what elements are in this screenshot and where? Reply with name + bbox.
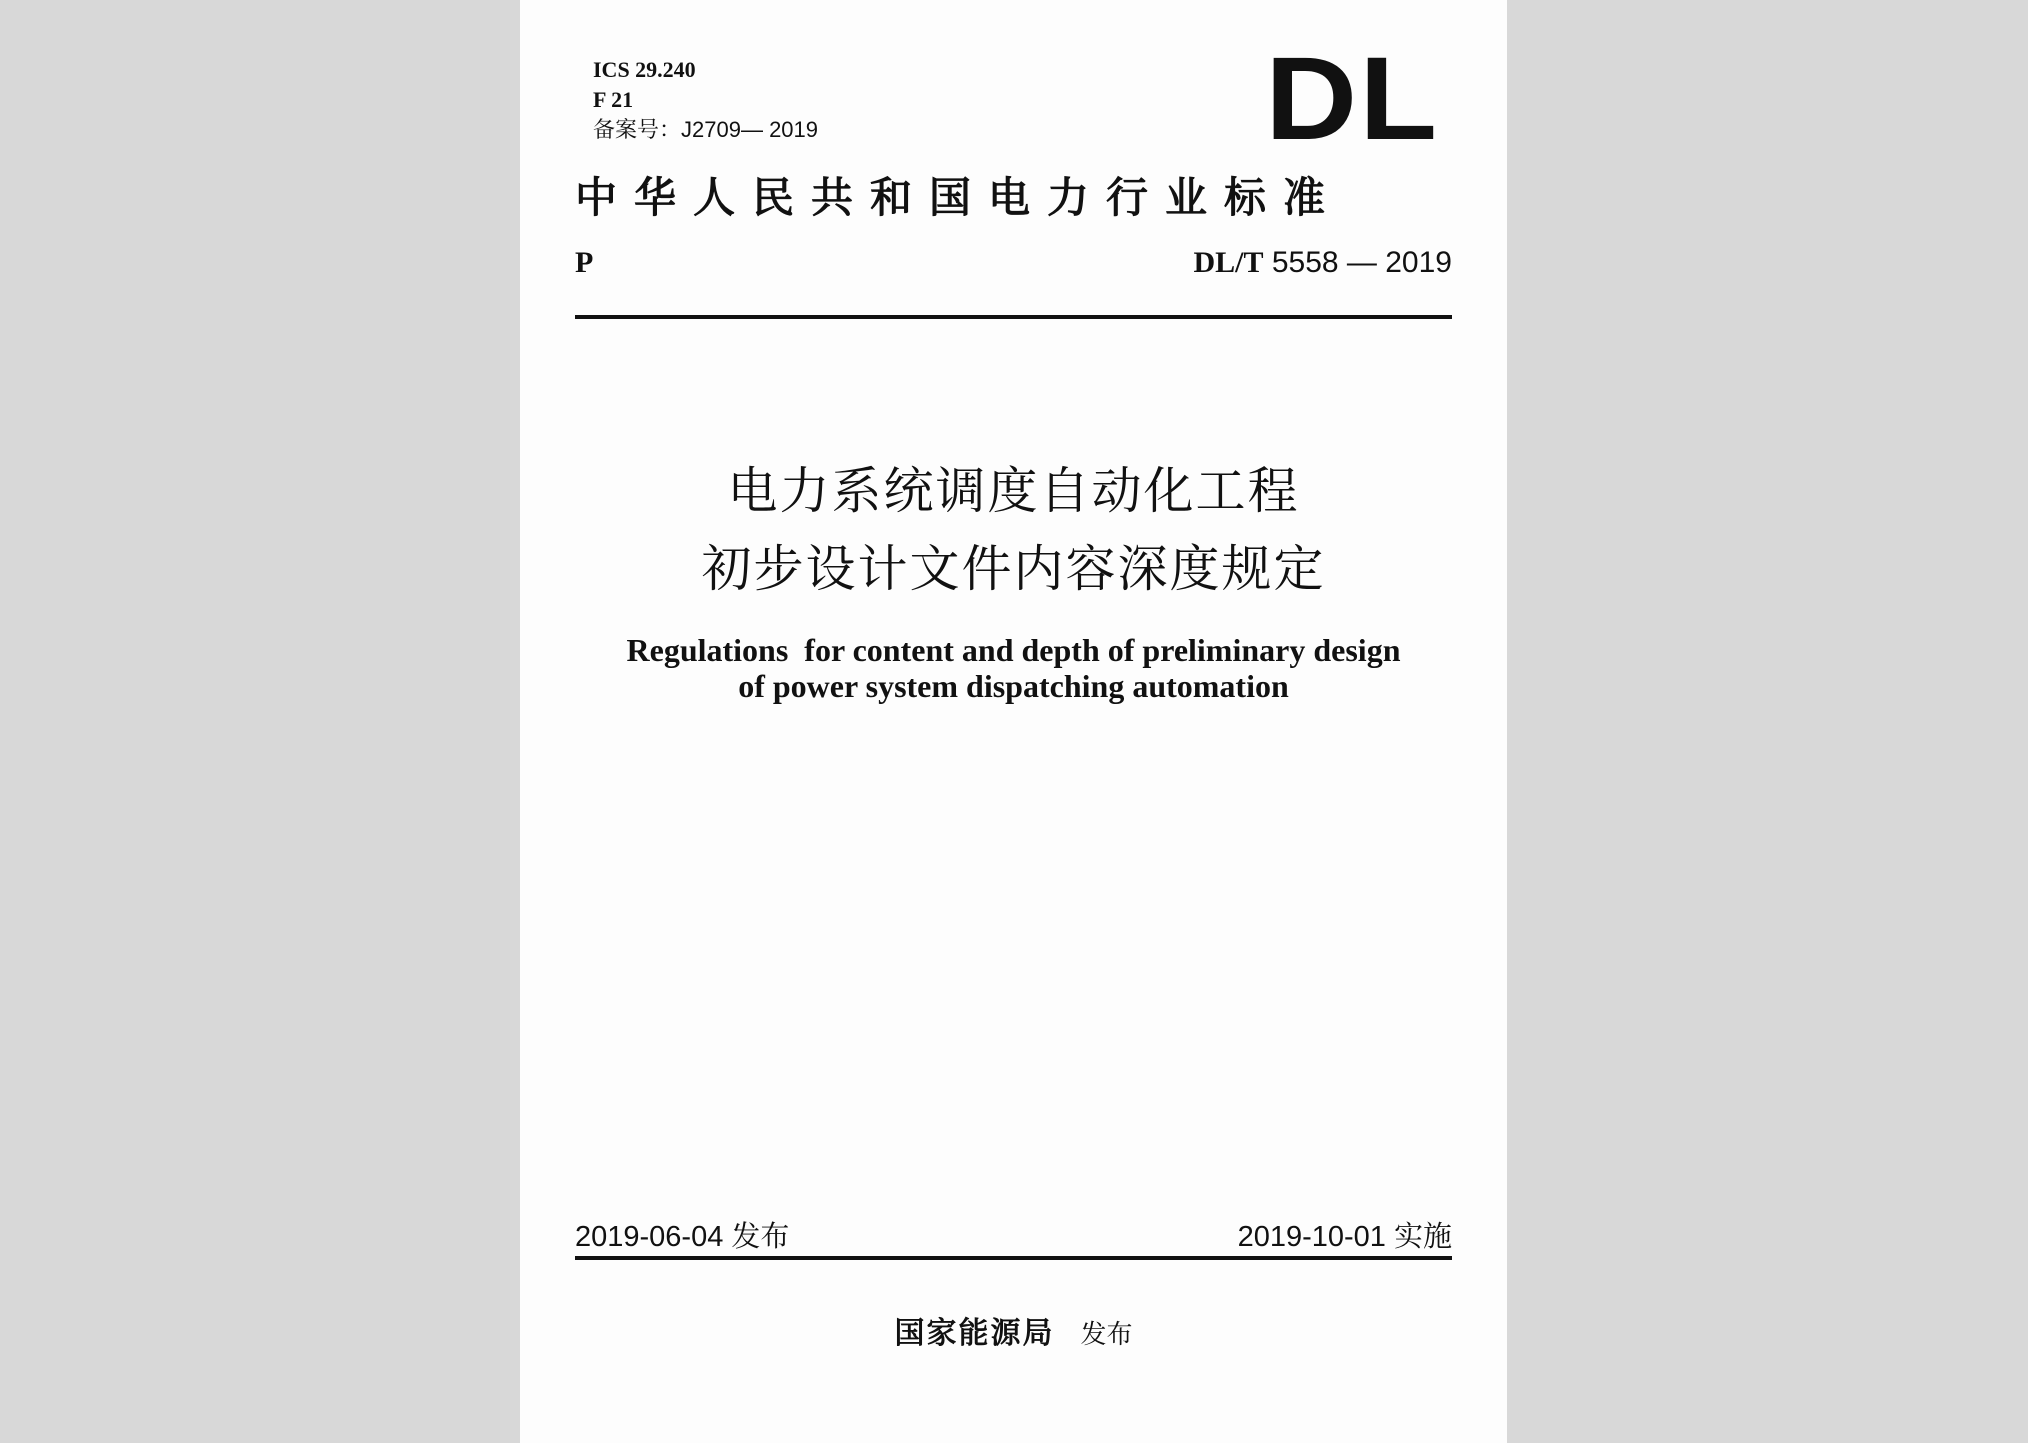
bottom-rule — [575, 1256, 1452, 1260]
document-page — [520, 0, 1507, 1443]
ics-code: ICS 29.240 — [593, 57, 696, 82]
dl-logo: DL — [1264, 33, 1439, 165]
standard-prefix: DL/T — [1193, 246, 1264, 279]
filing-number: J2709— 2019 — [681, 117, 819, 142]
chinese-title-line-2: 初步设计文件内容深度规定 — [701, 540, 1326, 598]
issue-date: 2019-06-04 发布 — [575, 1221, 790, 1253]
classification-letter: P — [575, 246, 594, 279]
english-title-line-2: of power system dispatching automation — [738, 668, 1289, 704]
english-title-line-1: Regulations for content and depth of preliminary design — [626, 632, 1401, 668]
publisher-action: 发布 — [1080, 1320, 1133, 1350]
publisher — [520, 1308, 1507, 1352]
publisher-org: 国家能源局 — [894, 1316, 1055, 1351]
dates-row — [575, 1214, 1452, 1254]
filing-number-line — [593, 115, 818, 146]
standard-number-value: 5558 — 2019 — [1271, 246, 1452, 279]
top-rule — [575, 315, 1452, 319]
standard-number — [1193, 246, 1452, 280]
industry-standard-title: 中华人民共和国电力行业标准 — [575, 173, 1343, 222]
chinese-title-line-1: 电力系统调度自动化工程 — [727, 462, 1300, 520]
header-meta — [593, 55, 818, 146]
category-code: F 21 — [593, 87, 634, 112]
filing-label: 备案号： — [593, 118, 682, 143]
effective-date: 2019-10-01 实施 — [1237, 1221, 1452, 1253]
classification-row — [575, 246, 1452, 286]
chinese-title — [520, 452, 1507, 608]
english-title — [520, 632, 1507, 704]
